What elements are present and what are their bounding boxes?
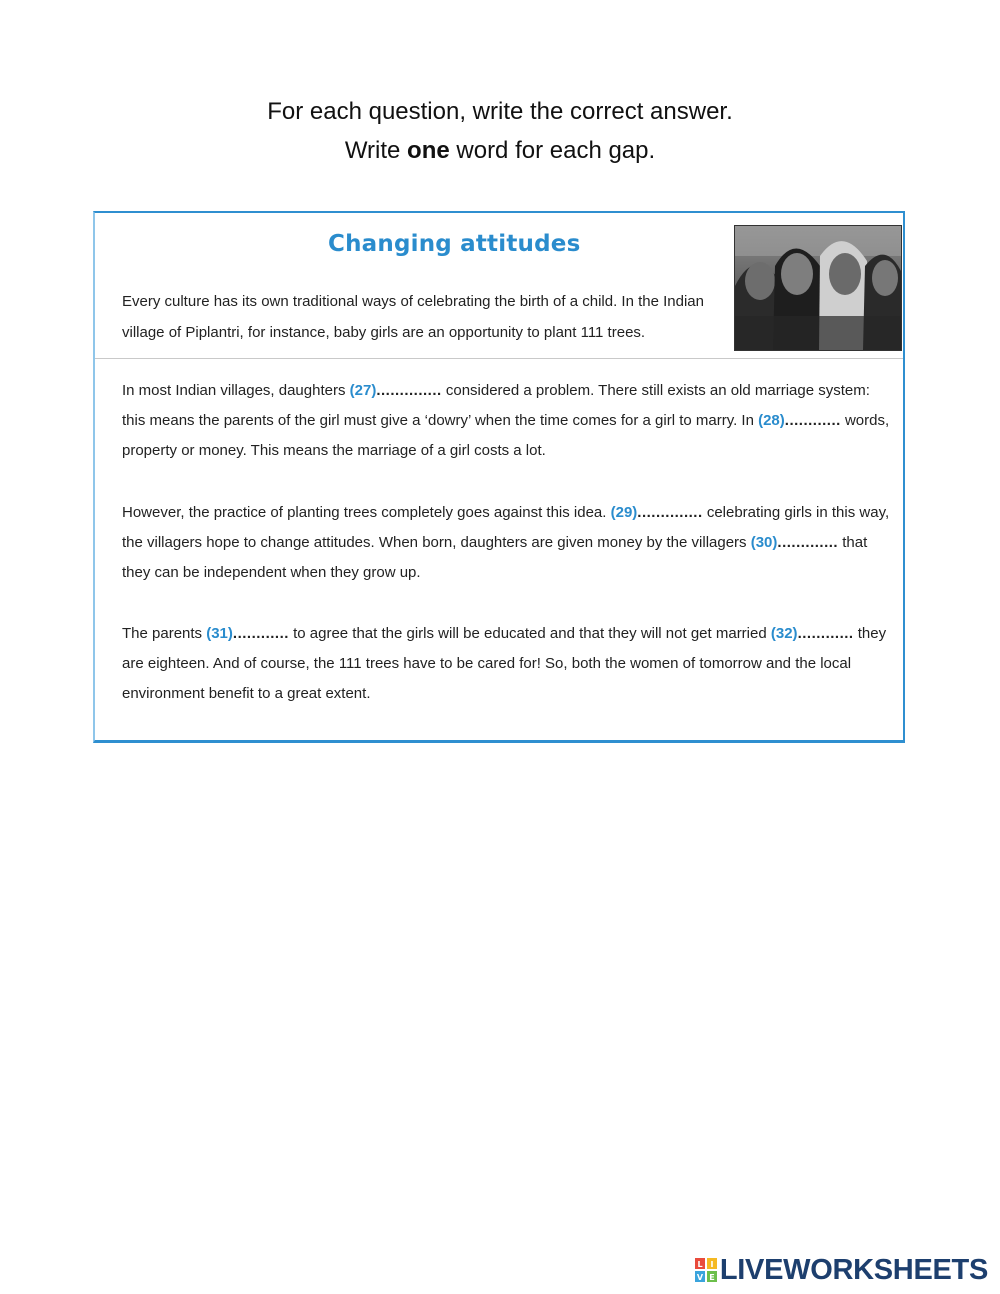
paragraph-text: celebrating girls in this way, the villagers hope to change attitudes. When born, daughters are given money by the villagers [122, 504, 890, 551]
instruction-emphasis: one [407, 137, 450, 164]
logo-letter: E [709, 1273, 715, 1282]
photo-illustration [735, 226, 901, 350]
gap-number-29: (29) [610, 504, 638, 521]
instruction-text: Write [344, 137, 408, 164]
instruction-line-2 [0, 131, 1000, 170]
article-intro: Every culture has its own traditional ways of celebrating the birth of a child. In the Indian village of Piplantri, for instance, baby girls are an opportunity to plant 111 trees. [122, 293, 704, 341]
paragraph-text: words, property or money. This means the marriage of a girl costs a lot. [122, 412, 890, 459]
paragraph-1 [122, 376, 897, 466]
paragraph-2 [122, 498, 897, 588]
liveworksheets-logo-icon [695, 1258, 717, 1282]
paragraph-text: to agree that the girls will be educated and that they will not get married [288, 625, 771, 642]
liveworksheets-logo [695, 1253, 988, 1287]
paragraph-text: they are eighteen. And of course, the 111 trees have to be cared for! So, both the women of tomorrow and the local environment benefit to a great extent. [122, 625, 887, 702]
gap-28-input[interactable]: ............ [784, 412, 841, 429]
gap-number-27: (27) [349, 382, 377, 399]
paragraph-text: In most Indian villages, daughters [122, 382, 350, 399]
gap-number-31: (31) [206, 625, 233, 642]
gap-number-32: (32) [770, 625, 798, 642]
article-card [93, 211, 905, 743]
gap-27-input[interactable]: .............. [376, 382, 442, 399]
section-divider [95, 358, 903, 359]
gap-number-28: (28) [758, 412, 785, 429]
gap-number-30: (30) [750, 534, 778, 551]
paragraph-text: However, the practice of planting trees completely goes against this idea. [122, 504, 611, 521]
gap-32-input[interactable]: ............ [797, 625, 854, 642]
gap-30-input[interactable]: ............. [777, 534, 839, 551]
article-title: Changing attitudes [328, 231, 581, 257]
paragraph-text: considered a problem. There still exists an old marriage system: this means the parents of the girl must give a ‘dowry’ when the time comes for a girl to marry. In [122, 382, 870, 429]
logo-letter: V [696, 1273, 703, 1282]
instruction-text: word for each gap. [449, 137, 656, 164]
village-photo [734, 225, 902, 351]
brand-name: LIVEWORKSHEETS [719, 1253, 988, 1286]
gap-29-input[interactable]: .............. [637, 504, 703, 521]
instruction-line-1: For each question, write the correct answer. [267, 98, 733, 125]
logo-letter: I [710, 1260, 714, 1269]
paragraph-3 [122, 619, 897, 709]
gap-31-input[interactable]: ............ [232, 625, 289, 642]
paragraph-text: The parents [122, 625, 207, 642]
paragraph-text: that they can be independent when they grow up. [122, 534, 868, 581]
instructions [0, 92, 1000, 170]
logo-letter: L [697, 1260, 703, 1269]
